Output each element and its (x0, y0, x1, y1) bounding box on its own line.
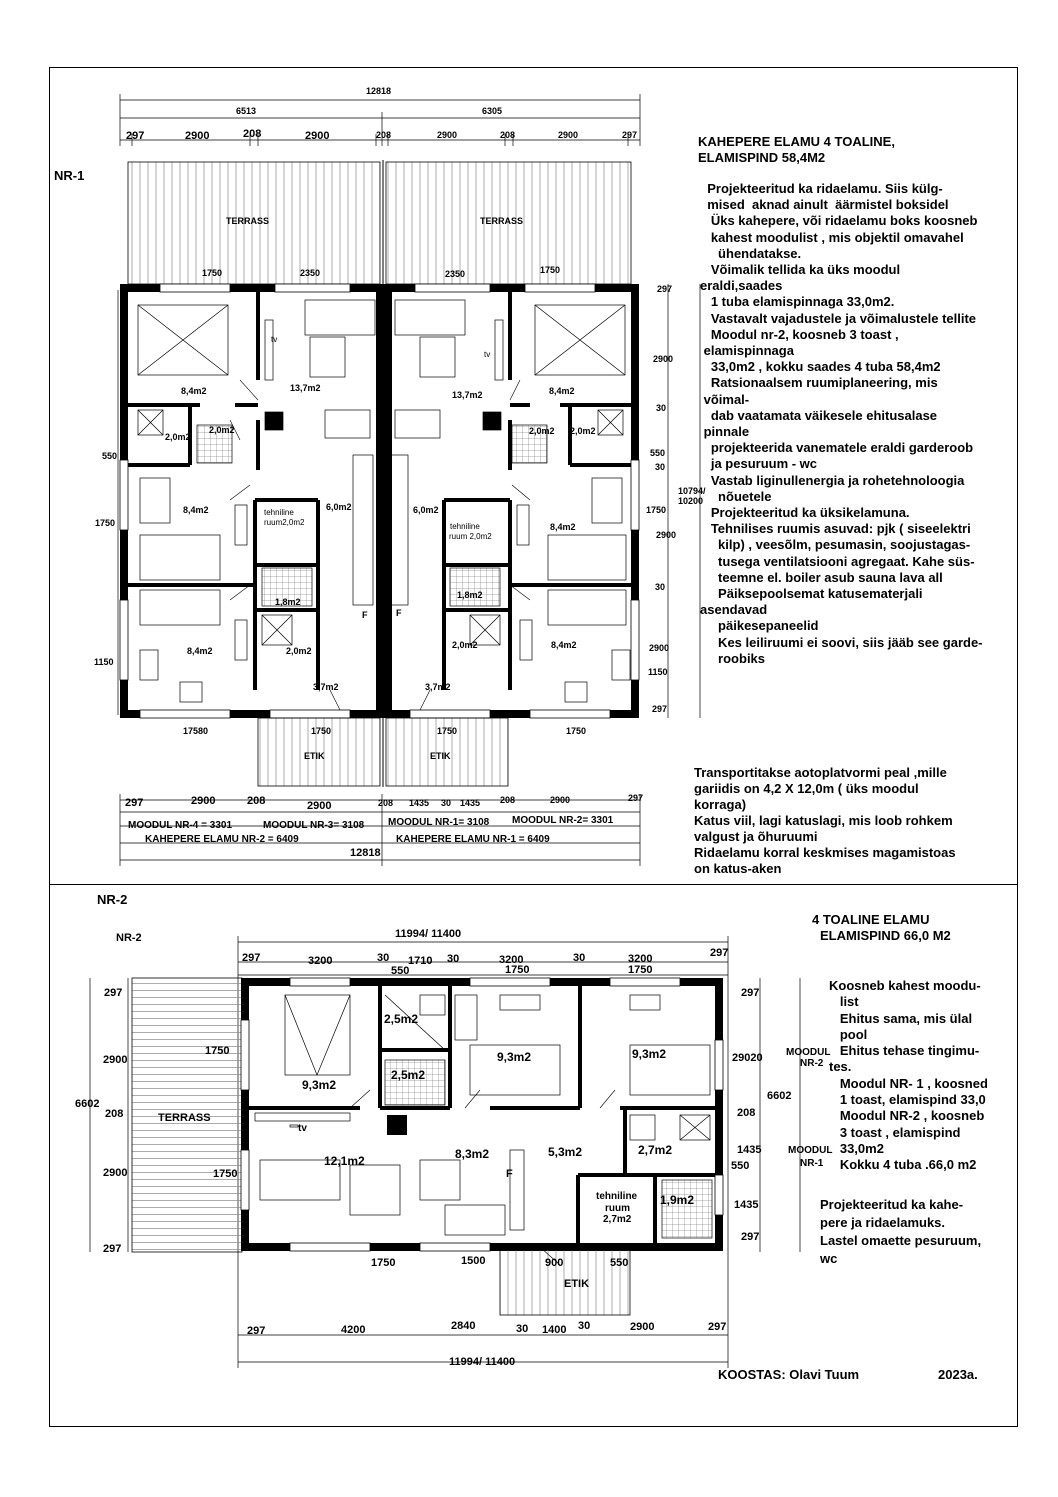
plan1-dim-a: 6513 (236, 106, 257, 116)
plan2-interior-walls (249, 986, 715, 1243)
plan1-description (700, 181, 983, 667)
p1trans-line: Transportitakse aotoplatvormi peal ,mille (694, 765, 947, 780)
plan1-dim-2900-a: 2900 (185, 130, 210, 142)
plan1-room-bed-4: 8,4m2 (550, 522, 576, 532)
plan2-dim-total-top: 11994/ 11400 (395, 928, 462, 940)
plan2-bdim-297-b: 297 (708, 1321, 727, 1333)
plan2-moodul-nr1-a: MOODUL (788, 1145, 833, 1156)
plan2-fridge: F (506, 1168, 513, 1180)
plan2-stove (387, 1115, 407, 1135)
plan2-bdim-1500: 1500 (461, 1255, 486, 1267)
plan2-bdim-2840: 2840 (451, 1320, 476, 1332)
plan1-room-hall-left: 3,7m2 (313, 682, 339, 692)
plan2-moodul-nr2-a: MOODUL (786, 1047, 831, 1058)
plan2-title (812, 912, 951, 944)
p2desc-line: Ehitus sama, mis ülal (829, 1010, 973, 1026)
plan2-title-line-1: 4 TOALINE ELAMU (812, 912, 930, 927)
plan2-tech-2: ruum (605, 1203, 630, 1214)
plan2-room-bed-1: 9,3m2 (302, 1078, 337, 1092)
plan1-room-bed-3: 8,4m2 (183, 505, 209, 515)
p2desc-line: Ehitus tehase tingimu- (829, 1043, 980, 1059)
plan2-side-297-top-right: 297 (741, 987, 760, 999)
p1desc-line: 1 tuba elamispinnaga 33,0m2. (700, 294, 895, 310)
plan1-room-kitchen-left: 6,0m2 (326, 502, 352, 512)
p1desc-line: Projekteeritud ka üksikelamuna. (700, 505, 910, 521)
plan1-dim-total: 12818 (366, 86, 392, 96)
plan1-bdim-30: 30 (441, 798, 452, 808)
p2desc-line: Moodul NR-2 , koosneb (829, 1108, 985, 1124)
plan1-title-line-2: ELAMISPIND 58,4M2 (698, 150, 826, 165)
plan2-tech-1: tehniline (596, 1191, 638, 1202)
plan2-dim-30-c: 30 (573, 952, 586, 964)
footer-year: 2023a. (938, 1367, 978, 1382)
plan1-bdim-297-a: 297 (125, 797, 144, 809)
plan2-description-2 (820, 1196, 981, 1268)
plan1-moodul-3: MOODUL NR-3= 3108 (263, 820, 365, 831)
plan1-side-1750-right: 1750 (646, 505, 667, 515)
plan1-room-wash-right: 2,0m2 (452, 640, 478, 650)
plan2-room-bed-3: 9,3m2 (632, 1047, 667, 1061)
plan1-bottom-17580: 17580 (183, 726, 209, 736)
plan1-bdim-208-a: 208 (247, 795, 266, 807)
plan2-outer-walls (245, 982, 719, 1247)
plan2-room-wc: 2,7m2 (638, 1143, 673, 1157)
p1desc-line: Üks kahepere, või ridaelamu boks koosneb (700, 213, 978, 229)
plan1-dim-window-3: 2350 (445, 269, 466, 279)
p1desc-line: võimal- (700, 391, 750, 407)
plan1-dim-208-a: 208 (243, 128, 262, 140)
plan1-side-1150-left: 1150 (94, 657, 114, 667)
plan1-bdim-2900-a: 2900 (191, 795, 216, 807)
plan2-dim-30-b: 30 (447, 953, 460, 965)
plan1-room-bed-2: 8,4m2 (549, 386, 575, 396)
footer-author: KOOSTAS: Olavi Tuum (718, 1367, 860, 1382)
plan1-dim-2900-c: 2900 (437, 130, 458, 140)
p1desc-line: elamispinnaga (700, 343, 794, 359)
p1desc-line: Kes leiliruumi ei soovi, siis jääb see garde- (700, 634, 983, 650)
p2desc-line: pool (829, 1026, 868, 1042)
p2desc2-line: Projekteeritud ka kahe- (820, 1197, 964, 1212)
plan2-room-bath-2-5a: 2,5m2 (384, 1012, 419, 1026)
plan1-tv-left: tv (271, 335, 278, 344)
plan2-side-1435-b: 1435 (734, 1199, 759, 1211)
plan2-windows (241, 978, 723, 1251)
plan2-bdim-total: 11994/ 11400 (449, 1356, 516, 1368)
plan1-bdim-2900-b: 2900 (307, 800, 332, 812)
plan2-room-living: 12,1m2 (324, 1154, 365, 1168)
plan1-room-wc-right: 2,0m2 (570, 426, 596, 436)
plan1-dim-208-b: 208 (376, 130, 392, 140)
p1desc-line: ja pesuruum - wc (700, 456, 818, 472)
plan1-bdim-2900-c: 2900 (550, 795, 571, 805)
plan1-tech-left-1: tehniline (264, 508, 294, 517)
p2desc2-line: pere ja ridaelamuks. (820, 1215, 946, 1230)
p1desc-line: kahest moodulist , mis objektil omavahel (700, 229, 964, 245)
plan2-etik: ETIK (564, 1278, 590, 1290)
plan1-room-living-left: 13,7m2 (290, 383, 321, 393)
plan2-tech-3: 2,7m2 (603, 1214, 632, 1225)
plan1-room-wc-left: 2,0m2 (165, 432, 191, 442)
plan1-side-30-a: 30 (656, 403, 667, 413)
plan2-side-6602-left: 6602 (75, 1098, 100, 1110)
plan2-dim-297-b: 297 (710, 947, 729, 959)
plan1-moodul-2: MOODUL NR-2= 3301 (512, 815, 614, 826)
plan1-room-bed-5: 8,4m2 (187, 646, 213, 656)
plan1-room-bed-6: 8,4m2 (551, 640, 577, 650)
p1desc-line: Vastab liginullenergia ja rohetehnoloogia (700, 472, 965, 488)
p1trans-line: Katus viil, lagi katuslagi, mis loob rohkem (694, 813, 953, 828)
plan2-side-297-bottom-left: 297 (103, 1243, 122, 1255)
plan1-side-30-b: 30 (655, 462, 666, 472)
plan2-side-29020: 29020 (732, 1052, 763, 1064)
plan2-dim-3200-b: 3200 (499, 954, 524, 966)
plan1-title (698, 134, 895, 166)
plan1-side-30-c: 30 (655, 582, 666, 592)
plan2-side-550-right: 550 (731, 1160, 750, 1172)
plan1-tech-right-2: ruum 2,0m2 (449, 532, 492, 541)
plan1-bottom-1750-c: 1750 (566, 726, 587, 736)
plan2-dim-30-a: 30 (377, 952, 390, 964)
plan2-label-small: NR-2 (116, 932, 142, 944)
p2desc-line: tes. (829, 1059, 852, 1075)
p1desc-line: tusega ventilatsiooni agregaat. Kahe süs- (700, 553, 975, 569)
plan2-room-gard-2-5b: 2,5m2 (391, 1068, 426, 1082)
plan2-furniture (255, 995, 712, 1238)
plan1-label: NR-1 (54, 168, 85, 183)
plan2-side-208-left: 208 (105, 1108, 124, 1120)
plan1-side-1150-right: 1150 (648, 667, 668, 677)
plan1-tech-left-2: ruum2,0m2 (264, 518, 305, 527)
p1desc-line: ühendatakse. (700, 245, 802, 261)
p1desc-line: Moodul nr-2, koosneb 3 toast , (700, 326, 899, 342)
plan1-bottom-1750-a: 1750 (311, 726, 332, 736)
plan1-side-2900-c: 2900 (649, 643, 670, 653)
plan1-kahepere-1: KAHEPERE ELAMU NR-1 = 6409 (396, 834, 550, 845)
plan1-fridge-left: F (362, 610, 368, 620)
plan1-bdim-1435-b: 1435 (460, 798, 481, 808)
plan1-room-gard-left: 2,0m2 (209, 425, 235, 435)
p1desc-line: kilp) , veesõlm, pesumasin, soojustagas- (700, 537, 971, 553)
plan2-dim-3200-a: 3200 (308, 955, 333, 967)
plan1-dim-2900-b: 2900 (305, 130, 330, 142)
plan1-side-2900-b: 2900 (656, 530, 677, 540)
plan1-side-550-right: 550 (650, 448, 666, 458)
plan1-bdim-total: 12818 (350, 847, 381, 859)
p1trans-line: valgust ja õhuruumi (694, 829, 818, 844)
plan2-bdim-900: 900 (545, 1257, 564, 1269)
plan2-bdim-1750: 1750 (371, 1257, 396, 1269)
p2desc-line: Kokku 4 tuba .66,0 m2 (829, 1157, 977, 1173)
p2desc-line: 1 toast, elamispind 33,0 (829, 1092, 986, 1108)
p1desc-line: eraldi,saades (700, 278, 783, 294)
p1desc-line: teemne el. boiler asub sauna lava all (700, 569, 943, 585)
plan1-dim-window-1: 1750 (202, 268, 223, 278)
p2desc-line: list (829, 994, 859, 1010)
plan2-bdim-30-a: 30 (516, 1323, 529, 1335)
plan1-dim-297-b: 297 (622, 130, 638, 140)
plan1-room-hall-right: 3,7m2 (425, 682, 451, 692)
plan2-terrace-label: TERRASS (158, 1112, 211, 1124)
plan2-title-line-2: ELAMISPIND 66,0 M2 (820, 928, 951, 943)
p1desc-line: nõuetele (700, 488, 772, 504)
plan2-side-6602-right: 6602 (767, 1090, 792, 1102)
p1desc-line: mised aknad ainult äärmistel boksidel (700, 197, 949, 213)
plan2-description (829, 978, 988, 1174)
plan2-bdim-297-a: 297 (247, 1325, 266, 1337)
p1desc-line: päikesepaneelid (700, 618, 819, 634)
p1desc-line: dab vaatamata väikesele ehitusalase (700, 407, 938, 423)
p1desc-line: Tehnilises ruumis asuvad: pjk ( siseelektri (700, 521, 971, 537)
plan2-bdim-1400: 1400 (542, 1324, 567, 1336)
p1desc-line: projekteerida vanematele eraldi garderoob (700, 440, 974, 456)
plan1-room-kitchen-right: 6,0m2 (413, 505, 439, 515)
plan1-room-living-right: 13,7m2 (452, 390, 483, 400)
plan1-bottom-1750-b: 1750 (437, 726, 458, 736)
p1desc-line: Vastavalt vajadustele ja võimalustele tellite (700, 310, 977, 326)
plan1-side-total-a: 10794/ (678, 486, 706, 496)
plan1-moodul-1: MOODUL NR-1= 3108 (388, 817, 490, 828)
plan1-bdim-1435-a: 1435 (409, 798, 430, 808)
plan2-room-kitchen: 8,3m2 (455, 1147, 490, 1161)
p2desc-line: Moodul NR- 1 , koosned (829, 1075, 988, 1091)
plan2-side-2900-b-left: 2900 (103, 1167, 128, 1179)
plan1-dim-2900-d: 2900 (558, 130, 579, 140)
plan1-fridge-right: F (396, 608, 402, 618)
p2desc-line: Koosneb kahest moodu- (829, 978, 981, 993)
p1desc-line: Päiksepoolsemat katusematerjali (700, 586, 923, 602)
p2desc2-line: Lastel omaette pesuruum, (820, 1233, 982, 1248)
plan1-title-line-1: KAHEPERE ELAMU 4 TOALINE, (698, 134, 895, 149)
plan2-dim-1750-top-b: 1750 (628, 964, 653, 976)
plan2-dim-550-top: 550 (391, 965, 410, 977)
plan2-dim-3200-c: 3200 (628, 953, 653, 965)
p1trans-line: gariidis on 4,2 X 12,0m ( üks moodul (694, 781, 919, 796)
plan2-side-297-bottom-right: 297 (741, 1231, 760, 1243)
plan1-moodul-4: MOODUL NR-4 = 3301 (128, 820, 233, 831)
plan1-dim-297-a: 297 (126, 130, 145, 142)
p1trans-line: Ridaelamu korral keskmises magamistoas (694, 845, 956, 860)
plan1-side-550-left: 550 (102, 451, 118, 461)
plan2-moodul-nr1-b: NR-1 (800, 1158, 824, 1169)
plan1-room-gard-right: 2,0m2 (529, 426, 555, 436)
plan1-dim-208-c: 208 (500, 130, 516, 140)
plan2-dim-297-a: 297 (242, 952, 261, 964)
plan1-bdim-208-c: 208 (500, 795, 516, 805)
p1desc-line: Ratsionaalsem ruumiplaneering, mis (700, 375, 938, 391)
plan1-dim-window-2: 2350 (300, 268, 321, 278)
p1desc-line: pinnale (700, 424, 750, 440)
plan1-room-sauna-left: 1,8m2 (275, 597, 301, 607)
p1desc-line: asendavad (700, 602, 768, 618)
plan1-side-297-bottom: 297 (652, 704, 668, 714)
plan2-bdim-30-b: 30 (578, 1320, 591, 1332)
plan2-bdim-550: 550 (610, 1257, 629, 1269)
plan1-room-wash-left: 2,0m2 (286, 646, 312, 656)
plan1-side-297-top: 297 (657, 284, 673, 294)
plan1-etik-left: ETIK (304, 751, 325, 761)
plan1-kahepere-2: KAHEPERE ELAMU NR-2 = 6409 (145, 834, 299, 845)
plan2-room-sauna: 1,9m2 (660, 1193, 695, 1207)
p1desc-line: Võimalik tellida ka üks moodul (700, 262, 901, 278)
p1trans-line: korraga) (694, 797, 747, 812)
plan2-dim-1710: 1710 (408, 955, 433, 967)
plan1-tv-right: tv (484, 350, 491, 359)
plan1-bdim-208-b: 208 (378, 798, 394, 808)
p1trans-line: on katus-aken (694, 861, 782, 876)
plan2-window-1750-left-b: 1750 (213, 1168, 238, 1180)
p1desc-line: roobiks (700, 650, 766, 666)
plan2-bdim-2900: 2900 (630, 1321, 655, 1333)
plan1-room-sauna-right: 1,8m2 (457, 590, 483, 600)
plan2-side-208-right: 208 (737, 1107, 756, 1119)
plan2-label: NR-2 (97, 892, 128, 907)
plan2-tv: tv (298, 1123, 307, 1134)
p2desc-line: 33,0m2 (829, 1140, 884, 1156)
plan1-side-2900-a: 2900 (653, 354, 674, 364)
plan1-room-bed-1: 8,4m2 (181, 386, 207, 396)
plan2-bdim-4200: 4200 (341, 1324, 366, 1336)
p2desc2-line: wc (820, 1251, 838, 1266)
plan1-dim-window-4: 1750 (540, 265, 561, 275)
p2desc-line: 3 toast , elamispind (829, 1124, 961, 1140)
plan2-room-hall: 5,3m2 (548, 1145, 583, 1159)
plan1-side-total-b: 10200 (678, 496, 704, 506)
plan2-room-bed-2: 9,3m2 (497, 1050, 532, 1064)
plan1-terrace-right-label: TERRASS (480, 216, 524, 226)
plan2-window-1750-left-a: 1750 (205, 1045, 230, 1057)
plan2-moodul-nr2-b: NR-2 (800, 1058, 824, 1069)
plan1-transport-notes (694, 765, 956, 877)
plan2-side-297-top-left: 297 (104, 987, 123, 999)
p1desc-line: 33,0m2 , kokku saades 4 tuba 58,4m2 (700, 359, 941, 375)
plan2-side-2900-a-left: 2900 (103, 1054, 128, 1066)
plan1-tech-right-1: tehniline (450, 522, 480, 531)
plan2-dim-1750-top-a: 1750 (505, 964, 530, 976)
plan1-bdim-297-b: 297 (628, 793, 644, 803)
p1desc-line: Projekteeritud ka ridaelamu. Siis külg- (700, 181, 943, 196)
plan1-terrace-left-label: TERRASS (226, 216, 270, 226)
plan1-etik-right: ETIK (430, 751, 451, 761)
plan1-side-1750-left: 1750 (95, 518, 116, 528)
plan2-side-1435-a: 1435 (737, 1144, 762, 1156)
plan1-dim-b: 6305 (482, 106, 503, 116)
